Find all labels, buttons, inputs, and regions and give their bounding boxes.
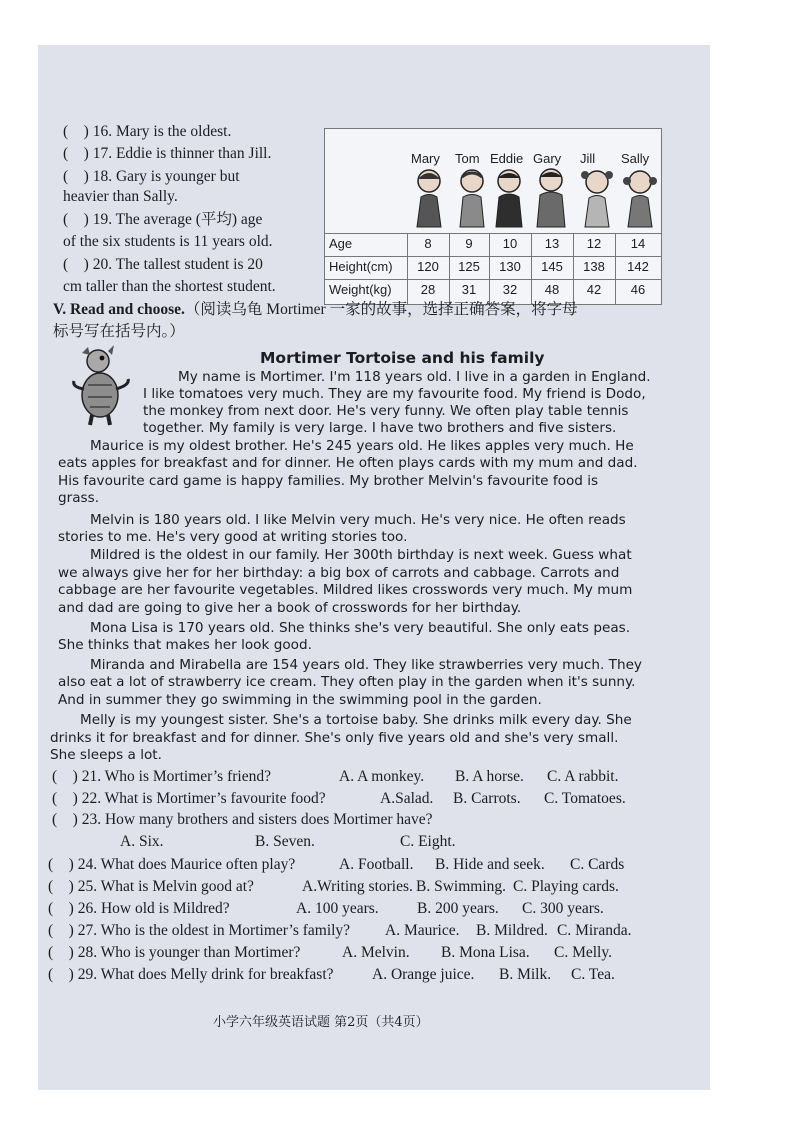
story-line: Mildred is the oldest in our family. Her 300th birthday is next week. Guess what [90,547,632,563]
question-23: ( ) 23. How many brothers and sisters does Mortimer have? [52,811,433,828]
story-title: Mortimer Tortoise and his family [260,349,545,367]
table-row-height: Height(cm) 120 125 130 145 138 142 [325,256,661,276]
story-line: eats apples for breakfast and for dinner. He often plays cards with my mum and dad. [58,455,638,471]
story-line: stories to me. He's very good at writing stories too. [58,529,408,545]
story-line: and dad are going to give her a book of crosswords for her birthday. [58,600,522,616]
story-line: Miranda and Mirabella are 154 years old. They like strawberries very much. They [90,657,642,673]
tf-line: heavier than Sally. [63,188,178,205]
question-26: ( ) 26. How old is Mildred? A. 100 years. B. 200 years. C. 300 years. [48,900,604,917]
exam-page: ( ) 16. Mary is the oldest. ( ) 17. Eddie is thinner than Jill. ( ) 18. Gary is younger but heavier than Sally. ( ) 19. The average (平均) age of the six students is 11 years old. ( ) 20. The tallest student is 20 cm taller than the shortest student. Mary Tom Eddie Gary Jill Sally Age 8 9 10 13 12 14 Height(cm) 120 125 130 145 138 142 Weight(kg) 28 31 32 48 42 46 V. Read and choose.（阅读乌龟 Mortimer 一家的故事，选择正确答案，将字母 标号写在括号内。） Mortimer Tortoise and his family My name is Mortimer. I'm 118 years old. I live in a garden in England. I like tomatoes very much. They are my favourite food. My friend is Dodo, the monkey from next door. He's very funny. We often play table tennis together. My family is very large. I have two brothers and five sisters. Maurice is my oldest brother. He's 245 years old. He likes apples very much. He eats apples for breakfast and for dinner. He often plays cards with my mum and dad. His favourite card game is happy families. My brother Melvin's favourite food is grass. Melvin is 180 years old. I like Melvin very much. He's very nice. He often reads stories to me. He's very good at writing stories too. Mildred is the oldest in our family. Her 300th birthday is next week. Guess what we always give her for her birthday: a big box of carrots and cabbage. Carrots and cabbage are her favourite vegetables. Mildred likes crosswords very much. My mum and dad are going to give her a book of crosswords for her birthday. Mona Lisa is 170 years old. She thinks she's very beautiful. She only eats peas. She thinks that makes her look good. Miranda and Mirabella are 154 years old. They like strawberries very much. They also eat a lot of strawberry ice cream. They often play in the garden when it's sunny. And in summer they go swimming in the swimming pool in the garden. Melly is my youngest sister. She's a tortoise baby. She drinks milk every day. She drinks it for breakfast and for dinner. She's only five years old and she's very small. She sleeps a lot. ( ) 21. Who is Mortimer’s friend? A. A monkey. B. A horse. C. A rabbit. ( ) 22. What is Mortimer’s favourite food? A.Salad. B. Carrots. C. Tomatoes. ( ) 23. How many brothers and sisters does Mortimer have? A. Six. B. Seven. C. Eight. ( ) 24. What does Maurice often play? A. Football. B. Hide and seek. C. Cards ( ) 25. What is Melvin good at? A.Writing stories. B. Swimming. C. Playing cards. ( ) 26. How old is Mildred? A. 100 years. B. 200 years. C. 300 years. ( ) 27. Who is the oldest in Mortimer’s family? A. Maurice. B. Mildred. C. Miranda. ( ) 28. Who is younger than Mortimer? A. Melvin. B. Mona Lisa. C. Melly. ( ) 29. What does Melly drink for breakfast? A. Orange juice. B. Milk. C. Tea. 小学六年级英语试题 第2页（共4页） [38,45,710,1090]
story-line: Melvin is 180 years old. I like Melvin very much. He's very nice. He often reads [90,512,626,528]
story-line: the monkey from next door. He's very funny. We often play table tennis [143,403,629,419]
kid-illustration [411,167,447,229]
story-line: My name is Mortimer. I'm 118 years old. I live in a garden in England. [178,369,651,385]
story-line: Mona Lisa is 170 years old. She thinks she's very beautiful. She only eats peas. [90,620,631,636]
question-24: ( ) 24. What does Maurice often play? A. Football. B. Hide and seek. C. Cards [48,856,625,873]
section-instruction: 标号写在括号内。） [53,323,185,340]
name-tom: Tom [455,151,480,166]
story-line: cabbage are her favourite vegetables. Mildred likes crosswords very much. My mum [58,582,633,598]
story-line: She thinks that makes her look good. [58,637,312,653]
name-jill: Jill [580,151,596,166]
tf-line: ( ) 20. The tallest student is 20 [63,256,263,273]
question-27: ( ) 27. Who is the oldest in Mortimer’s family? A. Maurice. B. Mildred. C. Miranda. [48,922,632,939]
question-25: ( ) 25. What is Melvin good at? A.Writing stories. B. Swimming. C. Playing cards. [48,878,619,895]
story-line: together. My family is very large. I have two brothers and five sisters. [143,420,617,436]
tf-line: ( ) 17. Eddie is thinner than Jill. [63,145,272,162]
story-line: Melly is my youngest sister. She's a tortoise baby. She drinks milk every day. She [80,712,632,728]
students-table [324,128,662,305]
tf-line: of the six students is 11 years old. [63,233,273,250]
story-line: we always give her for her birthday: a big box of carrots and cabbage. Carrots and [58,565,620,581]
kid-illustration [579,167,615,229]
tf-line: ( ) 16. Mary is the oldest. [63,123,232,140]
story-line: I like tomatoes very much. They are my favourite food. My friend is Dodo, [143,386,646,402]
page-footer: 小学六年级英语试题 第2页（共4页） [213,1015,429,1030]
name-eddie: Eddie [490,151,524,166]
kid-illustration [454,167,490,229]
question-22: ( ) 22. What is Mortimer’s favourite food? A.Salad. B. Carrots. C. Tomatoes. [52,790,626,807]
name-sally: Sally [621,151,650,166]
kid-illustration [533,167,569,229]
tortoise-illustration [68,345,132,427]
name-gary: Gary [533,151,562,166]
story-line: She sleeps a lot. [50,747,162,763]
question-28: ( ) 28. Who is younger than Mortimer? A. Melvin. B. Mona Lisa. C. Melly. [48,944,612,961]
story-line: grass. [58,490,100,506]
question-29: ( ) 29. What does Melly drink for breakfast? A. Orange juice. B. Milk. C. Tea. [48,966,615,983]
story-line: drinks it for breakfast and for dinner. She's only five years old and she's very small. [50,730,619,746]
kid-illustration [491,167,527,229]
name-mary: Mary [411,151,440,166]
tf-line: ( ) 19. The average (平均) age [63,211,263,228]
story-line: And in summer they go swimming in the swimming pool in the garden. [58,692,542,708]
tf-line: cm taller than the shortest student. [63,278,276,295]
story-line: His favourite card game is happy families. My brother Melvin's favourite food is [58,473,599,489]
tf-line: ( ) 18. Gary is younger but [63,168,240,185]
table-row-weight: Weight(kg) 28 31 32 48 42 46 [325,279,661,299]
section-heading: V. Read and choose.（阅读乌龟 Mortimer 一家的故事，选择正确答案，将字母 [53,301,578,318]
story-line: also eat a lot of strawberry ice cream. They often play in the garden when it's sunny. [58,674,636,690]
question-21: ( ) 21. Who is Mortimer’s friend? A. A monkey. B. A horse. C. A rabbit. [52,768,619,785]
kid-illustration [622,167,658,229]
table-row-age: Age 8 9 10 13 12 14 [325,233,661,253]
story-line: Maurice is my oldest brother. He's 245 years old. He likes apples very much. He [90,438,634,454]
